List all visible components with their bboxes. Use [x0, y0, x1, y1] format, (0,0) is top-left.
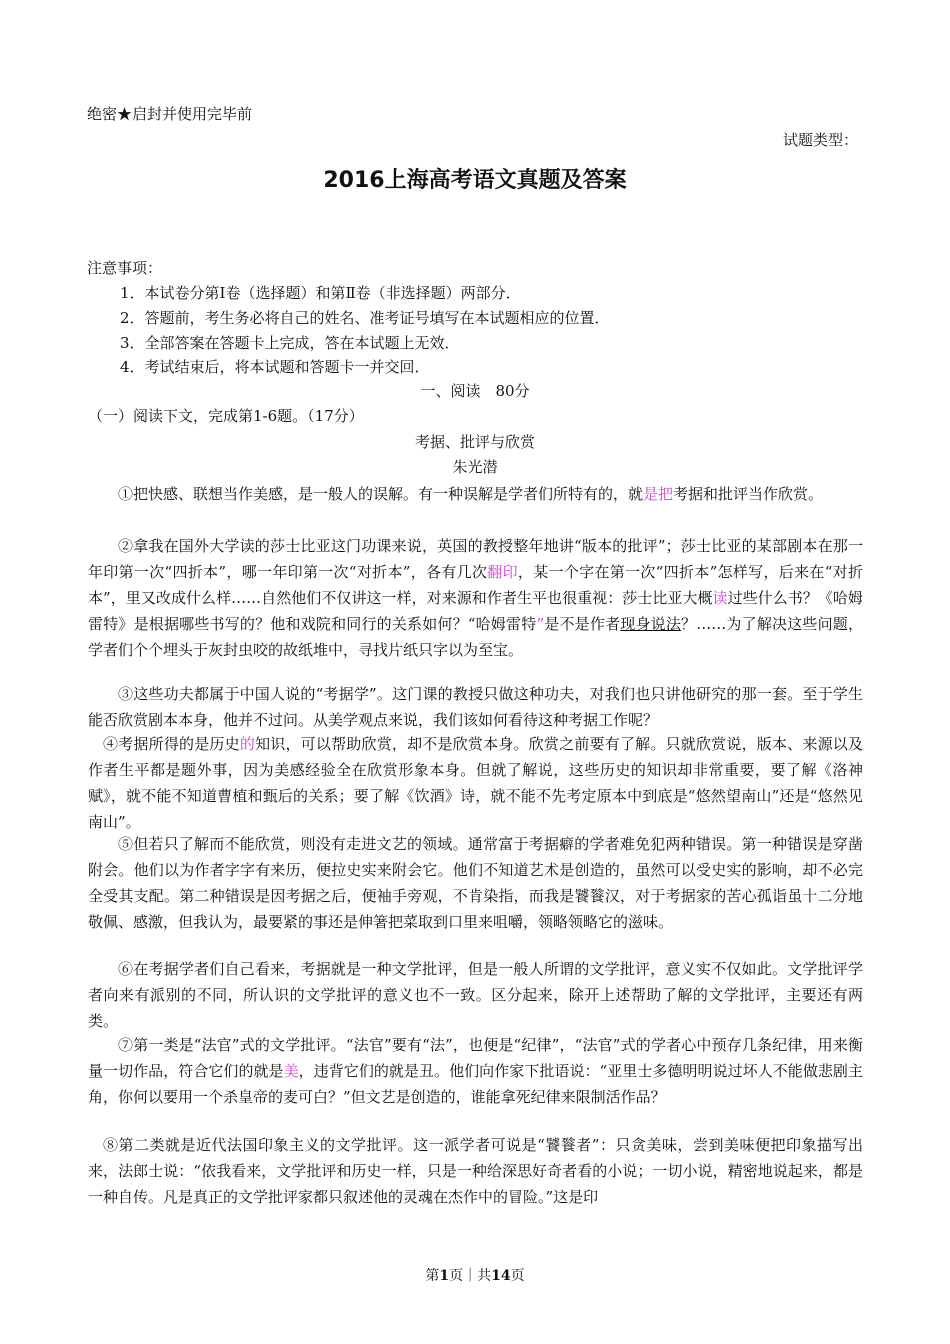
subsection-heading: （一）阅读下文，完成第1-6题。（17分） — [88, 407, 364, 425]
paragraph-1: ①把快感、联想当作美感，是一般人的误解。有一种误解是学者们所特有的，就是把考据和批评当作欣赏。 — [118, 485, 824, 503]
note-item: 1．本试卷分第Ⅰ卷（选择题）和第Ⅱ卷（非选择题）两部分． — [120, 284, 521, 302]
question-type-label: 试题类型： — [782, 131, 858, 149]
note-item: 2．答题前，考生务必将自己的姓名、准考证号填写在本试题相应的位置． — [120, 309, 610, 327]
paragraph-5: ⑤但若只了解而不能欣赏，则没有走进文艺的领域。通常富于考据癖的学者难免犯两种错误。第一种错误是穿凿附会。他们以为作者字字有来历，便拉史实来附会它。他们不知道艺术是创造的，虽然可以受史实的影响，却不必完全受其支配。第二种错误是因考据之后，便袖手旁观，不肯染指，而我是饕餮汉，对于考据家的苦心孤诣虽十二分地敬佩、感激，但我认为，最要紧的事还是伸箸把菜取到口里来咀嚼，领略领略它的滋味。 — [88, 835, 863, 931]
page-number: 1 — [439, 1268, 450, 1284]
note-item: 3．全部答案在答题卡上完成，答在本试题上无效． — [120, 334, 460, 352]
paragraph-8: ⑧第二类就是近代法国印象主义的文学批评。这一派学者可说是“饕餮者”：只贪美味，尝到美味便把印象描写出来，法郎士说：“依我看来，文学批评和历史一样，只是一种给深思好奇者看的小说；一切小说，精密地说起来，都是一种自传。凡是真正的文学批评家都只叙述他的灵魂在杰作中的冒险。”这是印 — [88, 1136, 863, 1206]
total-pages: 14 — [491, 1268, 511, 1284]
article-author: 朱光潜 — [452, 458, 498, 476]
notes-heading: 注意事项： — [87, 259, 163, 277]
article-title: 考据、批评与欣赏 — [414, 433, 535, 451]
paragraph-7: ⑦第一类是“法官”式的文学批评。“法官”要有“法”，也便是“纪律”，“法官”式的学者心中预存几条纪律，用来衡量一切作品，符合它们的就是美，违背它们的就是丑。他们向作家下批语说：“亚里士多德明明说过坏人不能做悲剧主角，你何以要用一个杀皇帝的麦可白？”但文艺是创造的，谁能拿死纪律来限制活作品？ — [88, 1036, 863, 1106]
page-title: 2016上海高考语文真题及答案 — [323, 168, 627, 193]
note-item: 4．考试结束后，将本试题和答题卡一并交回． — [120, 358, 430, 376]
section-heading: 一、阅读 80分 — [420, 382, 530, 400]
paragraph-3: ③这些功夫都属于中国人说的“考据学”。这门课的教授只做这种功夫，对我们也只讲他研究的那一套。至于学生能否欣赏剧本本身，他并不过问。从美学观点来说，我们该如何看待这种考据工作呢？ — [88, 685, 863, 729]
paragraph-6: ⑥在考据学者们自己看来，考据就是一种文学批评，但是一般人所谓的文学批评，意义实不仅如此。文学批评学者向来有派别的不同，所认识的文学批评的意义也不一致。区分起来，除开上述帮助了解的文学批评，主要还有两类。 — [88, 960, 863, 1030]
secret-label: 绝密★启封并使用完毕前 — [87, 105, 253, 123]
paragraph-2: ②拿我在国外大学读的莎士比亚这门功课来说，英国的教授整年地讲“版本的批评”；莎士比亚的某部剧本在那一年印第一次“四折本”，哪一年印第一次“对折本”，各有几次翻印，某一个字在第一次“四折本”怎样写，后来在“对折本”，里又改成什么样……自然他们不仅讲这一样，对来源和作者生平也很重视：莎士比亚大概读过些什么书？《哈姆雷特》是根据哪些书写的？他和戏院和同行的关系如何？“哈姆雷特”是不是作者现身说法？……为了解决这些问题，学者们个个埋头于灰封虫咬的故纸堆中，寻找片纸只字以为至宝。 — [88, 537, 863, 659]
page-footer: 第1页｜共14页 — [425, 1268, 525, 1284]
paragraph-4: ④考据所得的是历史的知识，可以帮助欣赏，却不是欣赏本身。欣赏之前要有了解。只就欣赏说，版本、来源以及作者生平都是题外事，因为美感经验全在欣赏形象本身。但就了解说，这些历史的知识却非常重要，要了解《洛神赋》，就不能不知道曹植和甄后的关系；要了解《饮酒》诗，就不能不先考定原本中到底是“悠然望南山”还是“悠然见南山”。 — [88, 735, 863, 831]
